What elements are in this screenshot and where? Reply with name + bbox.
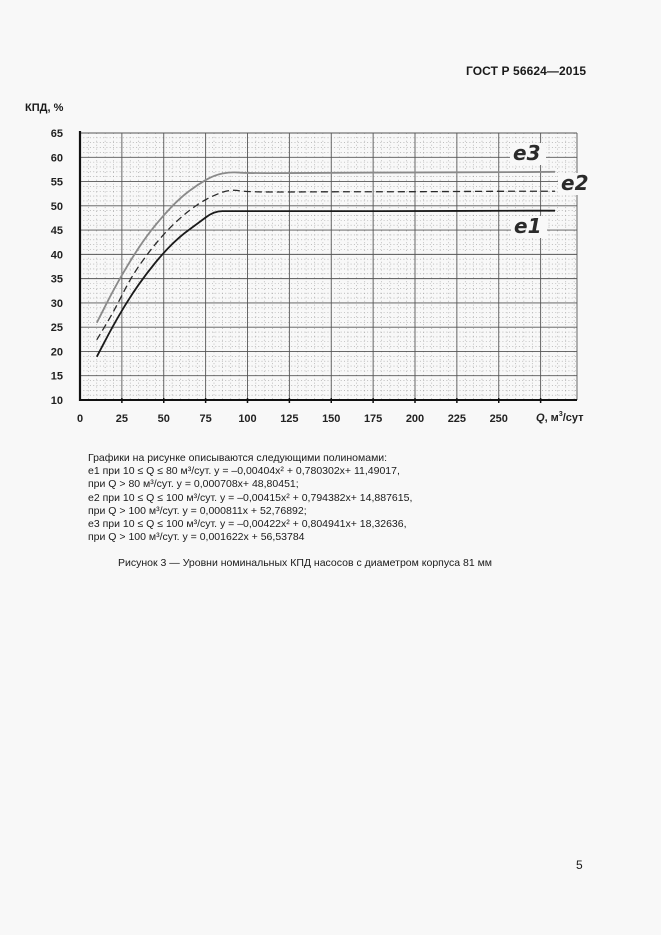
- notes-line: e1 при 10 ≤ Q ≤ 80 м³/сут. y = –0,00404x² + 0,780302x+ 11,49017,: [88, 465, 400, 478]
- figure-caption: Рисунок 3 — Уровни номинальных КПД насосов с диаметром корпуса 81 мм: [118, 557, 493, 569]
- y-tick-labels: [51, 128, 63, 407]
- notes-line: при Q > 100 м³/сут. y = 0,001622x + 56,53784: [88, 531, 305, 544]
- notes-line: e3 при 10 ≤ Q ≤ 100 м³/сут. y = –0,00422x² + 0,804941x+ 18,32636,: [88, 518, 407, 531]
- series-labels: [510, 141, 594, 238]
- y-tick-label: 35: [50, 273, 63, 286]
- page-number: 5: [576, 858, 583, 872]
- polynomial-notes: [88, 452, 412, 544]
- curve-e3: [97, 172, 555, 323]
- y-axis-title: КПД, %: [25, 102, 64, 114]
- y-tick-label: 60: [50, 152, 63, 165]
- notes-line: при Q > 80 м³/сут. y = 0,000708x+ 48,80451;: [88, 478, 299, 491]
- series-label-e1: e1: [514, 214, 542, 238]
- notes-intro: Графики на рисунке описываются следующими полиномами:: [88, 452, 388, 464]
- series-label-e3: e3: [513, 141, 541, 165]
- x-tick-label: 125: [280, 413, 299, 425]
- y-tick-label: 65: [50, 128, 63, 140]
- y-tick-label: 15: [50, 370, 63, 383]
- notes-line: e2 при 10 ≤ Q ≤ 100 м³/сут. y = –0,00415x² + 0,794382x+ 14,887615,: [88, 491, 413, 504]
- x-tick-label: 75: [199, 413, 212, 425]
- notes-line: при Q > 100 м³/сут. y = 0,000811x + 52,76892;: [88, 504, 307, 517]
- x-axis-title: Q, $м^3$/сут: [536, 411, 584, 424]
- x-tick-labels: [77, 413, 508, 425]
- y-tick-label: 45: [50, 225, 63, 238]
- y-tick-label: 40: [50, 249, 63, 262]
- x-tick-label: 0: [76, 413, 84, 425]
- standard-header: ГОСТ Р 56624—2015: [466, 64, 587, 78]
- x-tick-label: 25: [115, 413, 128, 425]
- x-tick-label: 50: [157, 413, 170, 425]
- x-tick-label: 250: [489, 413, 508, 425]
- x-tick-label: 175: [363, 413, 383, 425]
- y-tick-label: 25: [50, 322, 63, 335]
- y-tick-label: 10: [50, 395, 63, 407]
- series-label-e2: e2: [561, 171, 589, 195]
- x-tick-label: 225: [447, 413, 467, 425]
- y-tick-label: 30: [50, 297, 63, 310]
- x-tick-label: 200: [405, 413, 425, 425]
- x-tick-label: 100: [238, 413, 257, 425]
- y-tick-label: 20: [50, 346, 63, 359]
- efficiency-chart: [0, 0, 661, 440]
- y-tick-label: 50: [50, 200, 63, 213]
- x-tick-label: 150: [322, 413, 341, 425]
- y-tick-label: 55: [50, 176, 63, 189]
